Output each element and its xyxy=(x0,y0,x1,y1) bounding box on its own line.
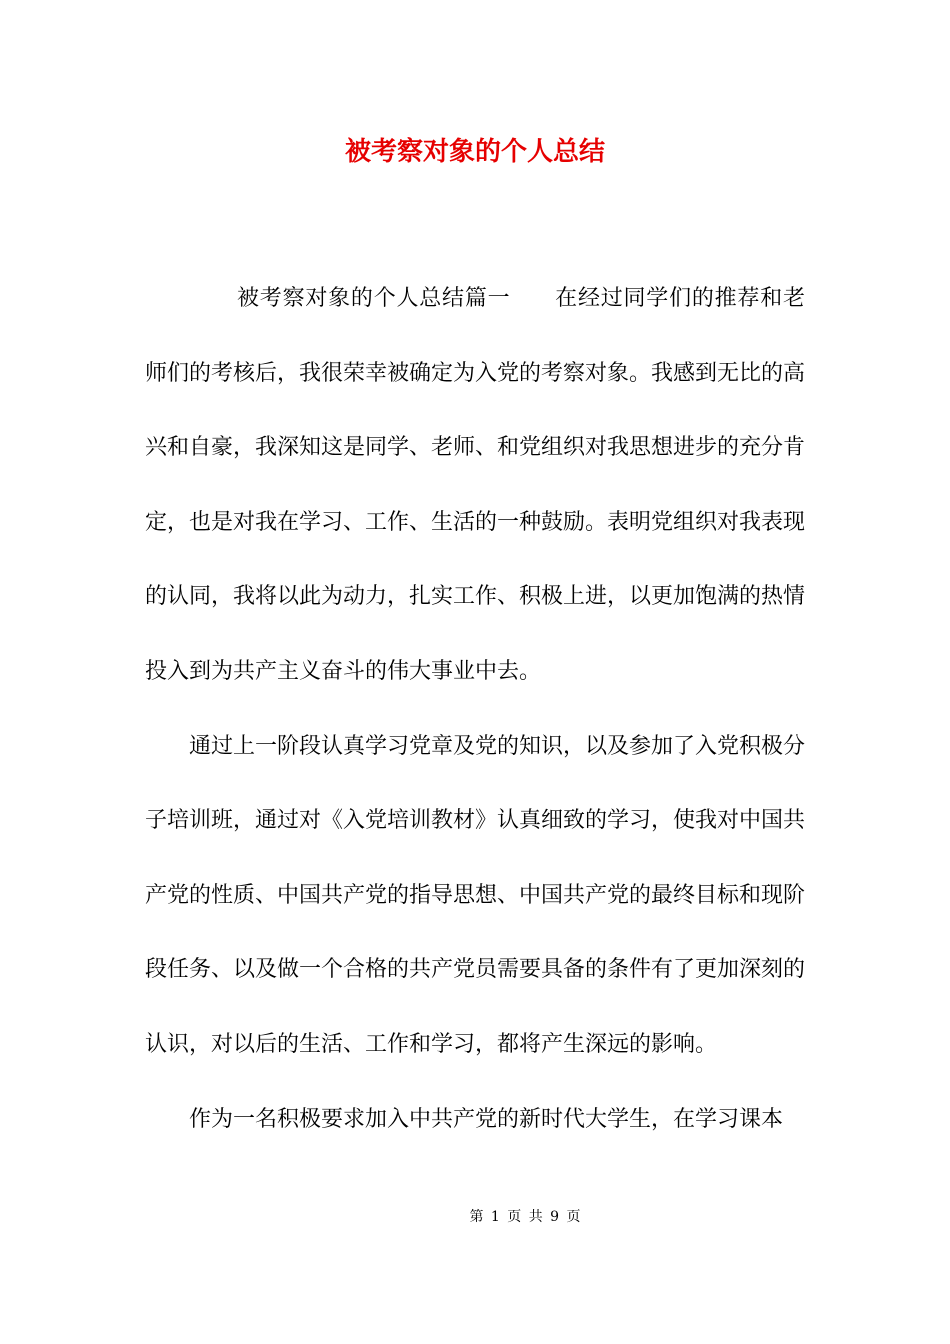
document-title: 被考察对象的个人总结 xyxy=(344,137,605,167)
page-number-footer: 第 1 页 共 9 页 xyxy=(469,1209,581,1225)
section-heading: 被考察对象的个人总结篇一 xyxy=(237,286,511,311)
paragraph-3: 作为一名积极要求加入中共产党的新时代大学生，在学习课本 xyxy=(189,1106,784,1132)
paragraph-1 xyxy=(145,262,805,710)
paragraph-1-text: 在经过同学们的推荐和老师们的考核后，我很荣幸被确定为入党的考察对象。我感到无比的高兴和自豪，我深知这是同学、老师、和党组织对我思想进步的充分肯定，也是对我在学习、工作、生活的一种鼓励。表明党组织对我表现的认同，我将以此为动力，扎实工作、积极上进，以更加饱满的热情投入到为共产主义奋斗的伟大事业中去。 xyxy=(145,286,806,684)
paragraph-2: 通过上一阶段认真学习党章及党的知识，以及参加了入党积极分子培训班，通过对《入党培训教材》认真细致的学习，使我对中国共产党的性质、中国共产党的指导思想、中国共产党的最终目标和现阶段任务、以及做一个合格的共产党员需要具备的条件有了更加深刻的认识，对以后的生活、工作和学习，都将产生深远的影响。 xyxy=(145,733,806,1057)
document-body xyxy=(145,262,805,1157)
